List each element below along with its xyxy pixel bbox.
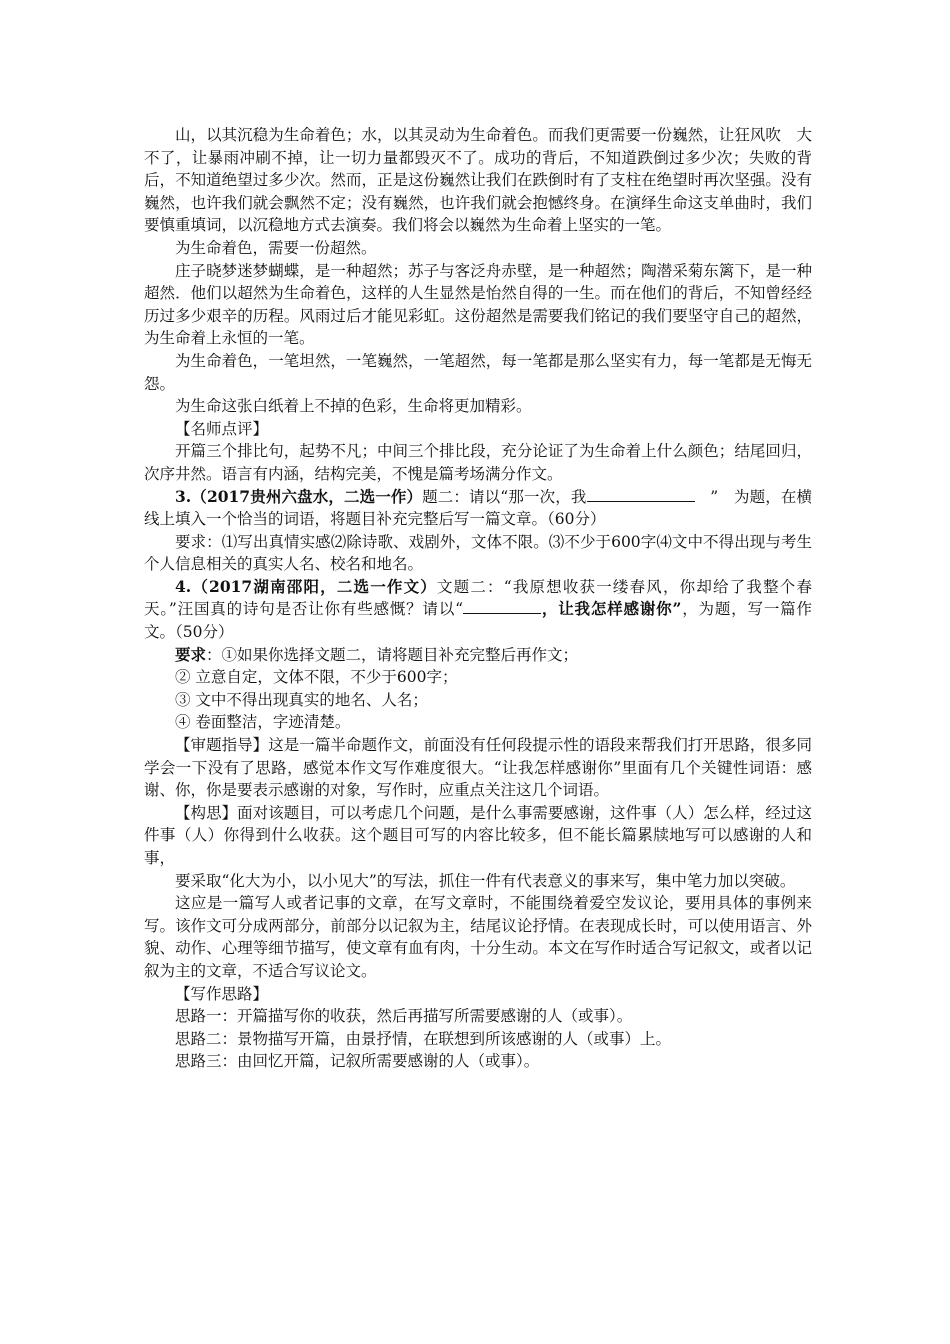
requirement-label: 要求	[175, 644, 207, 664]
conception-text: 面对该题目，可以考虑几个问题，是什么事需要感谢，这件事（人）怎么样，经过这件事（人）你得到什么收获。这个题目可写的内容比较多，但不能长篇累牍地写可以感谢的人和事，	[144, 803, 812, 867]
essay-paragraph-3: 庄子晓梦迷梦蝴蝶，是一种超然；苏子与客泛舟赤壁，是一种超然；陶潜采菊东篱下，是一种超然．他们以超然为生命着色，这样的人生显然是怡然自得的一生。而在他们的背后，不知曾经经历过多少艰辛的历程。风雨过后才能见彩虹。这份超然是需要我们铭记的我们要坚守自己的超然，为生命着上永恒的一笔。	[144, 261, 812, 348]
essay-paragraph-4: 为生命着色，一笔坦然，一笔巍然，一笔超然，每一笔都是那么坚实有力，每一笔都是无悔无怨。	[144, 351, 812, 393]
document-page	[144, 124, 812, 1073]
type-paragraph: 这应是一篇写人或者记事的文章，在写文章时，不能围绕着爱空发议论，要用具体的事例来写。该作文可分成两部分，前部分以记叙为主，结尾议论抒情。在表现成长时，可以使用语言、外貌、动作、心理等细节描写，使文章有血有肉，十分生动。本文在写作时适合写记叙文，或者以记叙为主的文章，不适合写议论文。	[144, 894, 812, 980]
question-3-prompt-b: ” 为题，在横线上填入一个恰当的词语，将题目补充完整后写一篇文章。（60分）	[144, 487, 812, 529]
question-3-prompt-a: 题二：请以“那一次，我	[422, 487, 587, 506]
question-3-source: 3.（2017贵州六盘水，二选一作）	[175, 486, 423, 506]
requirement-2: ② 立意自定，文体不限，不少于600字；	[175, 668, 458, 687]
idea-1: 思路一：开篇描写你的收获，然后再描写所需要感谢的人（或事）。	[175, 1007, 633, 1026]
essay-paragraph-5: 为生命这张白纸着上不掉的色彩，生命将更加精彩。	[175, 397, 532, 416]
topic-guidance-label: 【审题指导】	[175, 736, 269, 755]
essay-paragraph-2: 为生命着色，需要一份超然。	[175, 238, 377, 257]
essay-paragraph-1: 山，以其沉稳为生命着色；水，以其灵动为生命着色。而我们更需要一份巍然，让狂风吹 大不了，让暴雨冲刷不掉，让一切力量都毁灭不了。成功的背后，不知道跌倒过多少次；失败的背后，不知道绝望过多少次。然而，正是这份巍然让我们在跌倒时有了支柱在绝望时再次坚强。没有巍然，也许我们就会飘然不定；没有巍然，也许我们就会抱憾终身。在演绎生命这支单曲时，我们要慎重填词，以沉稳地方式去演奏。我们将会以巍然为生命着上坚实的一笔。	[144, 126, 812, 235]
idea-3: 思路三：由回忆开篇，记叙所需要感谢的人（或事）。	[175, 1052, 540, 1071]
requirement-1	[144, 644, 812, 667]
question-4	[144, 576, 812, 644]
teacher-comment: 开篇三个排比句，起势不凡；中间三个排比段，充分论证了为生命着上什么颜色；结尾回归，次序井然。语言有内涵，结构完美，不愧是篇考场满分作文。	[144, 442, 812, 483]
question-3	[144, 486, 812, 531]
blank-line	[463, 613, 541, 614]
topic-guidance-text: 这是一篇半命题作文，前面没有任何段提示性的语段来帮我们打开思路，很多同学会一下没有了思路，感觉本作文写作难度很大。“让我怎样感谢你”里面有几个关键性词语：感谢、你，你是要表示感谢的对象，写作时，应重点关注这几个词语。	[144, 736, 812, 800]
method-paragraph: 要采取“化大为小，以小见大”的写法，抓住一件有代表意义的事来写，集中笔力加以突破。	[175, 871, 796, 890]
idea-2: 思路二：景物描写开篇，由景抒情，在联想到所该感谢的人（或事）上。	[175, 1029, 672, 1048]
question-4-source: 4.（2017湖南邵阳，二选一作文）	[175, 576, 437, 596]
writing-ideas-heading: 【写作思路】	[175, 984, 269, 1003]
conception	[144, 802, 812, 870]
requirement-3: ③ 文中不得出现真实的地名、人名；	[175, 690, 428, 709]
question-3-requirements: 要求：⑴写出真情实感⑵除诗歌、戏剧外，文体不限。⑶不少于600字⑷文中不得出现与考生个人信息相关的真实人名、校名和地名。	[144, 532, 812, 574]
requirement-1-text: ：①如果你选择文题二，请将题目补充完整后再作文；	[206, 645, 579, 664]
teacher-comment-heading: 【名师点评】	[175, 419, 269, 438]
blank-line	[587, 501, 695, 502]
topic-guidance	[144, 734, 812, 802]
question-4-prompt-c: ，为题，写一篇作文。（50分）	[144, 600, 812, 642]
question-4-title: ，让我怎样感谢你”	[541, 599, 682, 619]
question-4-prompt-a: 文题二：“我原想收获一缕春风，你却给了我整个春天。”汪国真的诗句是否让你有些感慨？请以“	[144, 577, 812, 619]
requirement-4: ④ 卷面整洁，字迹清楚。	[175, 713, 351, 732]
conception-label: 【构思】	[175, 803, 238, 822]
